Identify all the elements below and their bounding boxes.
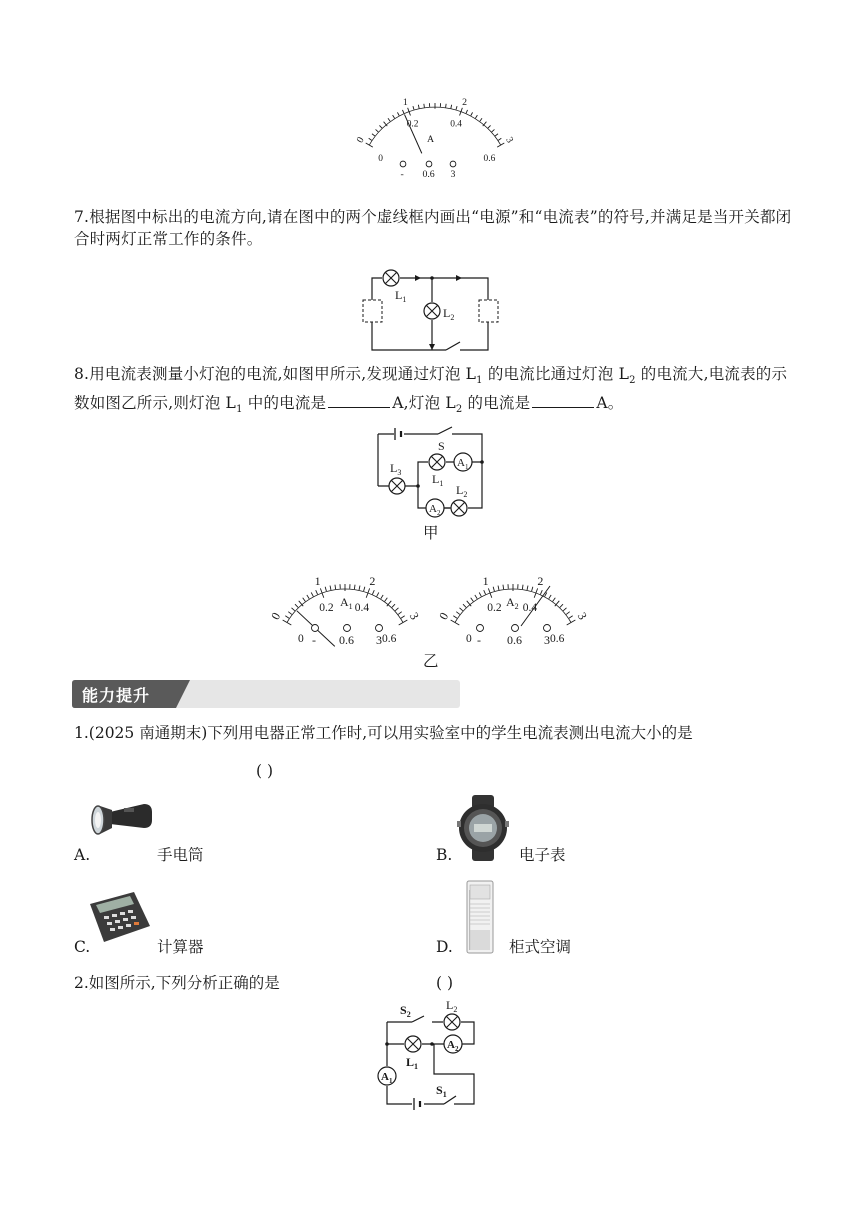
meter-bottom-label: 0.4 (354, 602, 370, 615)
svg-text:L2: $L_2$ (456, 483, 468, 499)
meter-tick (456, 612, 460, 615)
meter-tick (495, 134, 498, 136)
svg-text:A2: $A_2$ (429, 503, 441, 517)
lamp-l2-icon (424, 303, 440, 319)
meter-tick (475, 595, 477, 599)
meter-tick (354, 585, 355, 589)
meter-tick (303, 598, 306, 602)
meter-terminal (544, 625, 551, 632)
answer-blank-l1[interactable] (328, 393, 390, 408)
meter-tick (492, 129, 495, 131)
meter-tick (549, 595, 551, 599)
meter-tick (325, 587, 326, 591)
meter-terminal (477, 625, 484, 632)
meter-tick (335, 585, 336, 589)
meter-tick (532, 587, 533, 591)
meter-tick (479, 592, 481, 596)
meter-tick (398, 612, 402, 615)
meter-tick (522, 585, 523, 589)
svg-text:L1: $L_1$ (395, 288, 407, 304)
svg-text:S: S (438, 439, 445, 453)
meter-terminal-label: - (477, 633, 481, 647)
meter-tick (311, 592, 313, 596)
meter-terminal-label: - (312, 633, 316, 647)
option-d-label[interactable]: 柜式空调 (509, 938, 572, 956)
meter-name-label: $A_2$ (506, 595, 519, 611)
meter-a2 (428, 544, 598, 654)
option-b-letter[interactable]: B. (436, 846, 453, 864)
question-1-text: 1.(2025 南通期末)下列用电器正常工作时,可以用实验室中的学生电流表测出电流大小的是 (74, 724, 693, 742)
meter-tick (553, 598, 556, 602)
option-c-letter[interactable]: C. (74, 938, 91, 956)
svg-text:L1: $L_1$ (406, 1055, 419, 1071)
dashed-box-left (363, 300, 382, 322)
meter-tick (540, 590, 542, 594)
meter-tick (288, 612, 292, 615)
meter-top-label: 1 (314, 573, 321, 588)
meter-tick (451, 105, 452, 109)
svg-text:S1: $S_1$ (436, 1083, 447, 1099)
meter-tick (295, 604, 298, 607)
meter-top-label: 2 (462, 96, 468, 108)
question-7-circuit (360, 262, 500, 357)
meter-bottom-label: 0.6 (382, 633, 397, 645)
meter-tick (424, 104, 425, 108)
meter-tick (453, 616, 457, 619)
meter-top-label: 3 (503, 135, 515, 145)
meter-top-label: 1 (402, 96, 408, 108)
meter-terminal (450, 161, 456, 167)
meter-tick (397, 112, 399, 115)
meter-bottom-label: 0 (297, 633, 304, 645)
watch-icon (455, 795, 511, 861)
meter-tick (369, 138, 372, 140)
meter-tick (372, 134, 375, 136)
meter-top-label: 3 (574, 609, 590, 623)
section-title: 能力提升 (82, 686, 151, 705)
meter-tick (488, 125, 491, 128)
meter-tick (493, 587, 494, 591)
meter-terminal-label: 0.6 (422, 169, 435, 181)
meter-tick (364, 587, 365, 591)
meter-terminal-label: 0.6 (507, 633, 522, 647)
meter-tick (497, 143, 504, 147)
meter-tick (372, 590, 374, 594)
meter-arc (369, 107, 500, 145)
meter-bottom-label: 0.6 (550, 633, 565, 645)
meter-terminal (312, 625, 319, 632)
meter-terminal (426, 161, 432, 167)
meter-terminal (512, 625, 519, 632)
meter-tick (569, 616, 573, 619)
meter-tick (330, 586, 331, 590)
flashlight-icon (88, 800, 154, 844)
meter-bottom-label: 0 (378, 154, 383, 165)
meter-tick (388, 118, 390, 121)
meter-terminal (344, 625, 351, 632)
svg-text:A1: $A_1$ (457, 457, 469, 471)
meter-tick (560, 604, 563, 607)
meter-tick (563, 608, 566, 611)
question-1-answer-paren[interactable]: ( ) (256, 762, 274, 780)
question-7-text: 7.根据图中标出的电流方向,请在图中的两个虚线框内画出“电源”和“电流表”的符号,并满足是当开关都闭合时两灯正常工作的条件。 (74, 208, 792, 248)
answer-blank-l2[interactable] (532, 393, 594, 408)
meter-tick (291, 608, 294, 611)
meter-terminal (400, 161, 406, 167)
svg-text:L2: $L_2$ (443, 306, 455, 322)
meter-bottom-label: 0.4 (450, 119, 462, 130)
meter-terminal-label: - (400, 169, 404, 181)
meter-tick (418, 105, 419, 109)
meter-tick (395, 608, 398, 611)
meter-tick (446, 104, 447, 108)
dashed-box-right (479, 300, 498, 322)
meter-tick (392, 604, 395, 607)
meter-tick (471, 112, 473, 115)
meter-bottom-label: 0.4 (522, 602, 538, 615)
meter-tick (503, 585, 504, 589)
meter-bottom-label: 0.2 (406, 119, 419, 130)
meter-top-label: 0 (355, 135, 367, 145)
lamp-l1-icon (383, 270, 399, 286)
meter-tick (413, 106, 414, 110)
meter-top-label: 2 (537, 573, 544, 588)
svg-text:L3: $L_3$ (390, 461, 402, 477)
meter-terminal-label: 3 (376, 633, 382, 647)
meter-tick (463, 604, 466, 607)
meter-tick (377, 592, 379, 596)
meter-tick (379, 125, 382, 128)
svg-text:A1: $A_1$ (381, 1071, 393, 1085)
meter-tick (527, 586, 528, 590)
meter-tick (402, 110, 404, 113)
meter-tick (381, 595, 383, 599)
meter-top-label: 2 (369, 573, 376, 588)
meter-tick (401, 616, 405, 619)
svg-text:A2: $A_2$ (447, 1039, 459, 1053)
meter-tick (459, 608, 462, 611)
question-8-text: 8.用电流表测量小灯泡的电流,如图甲所示,发现通过灯泡 $L_1$ 的电流比通过灯泡 $L_2$ 的电流大,电流表的示数如图乙所示,则灯泡 $L_1$ 中的电流是 A,灯泡 $L_2$ 的电流是 A。 (74, 365, 788, 416)
meter-tick (471, 598, 474, 602)
meter-tick (480, 118, 482, 121)
meter-top-label: 3 (406, 609, 422, 623)
figure-label-yi: 乙 (423, 652, 439, 670)
meter-top-label: 0 (268, 609, 284, 623)
option-a-letter[interactable]: A. (74, 846, 91, 864)
meter-name-label: $A_1$ (340, 595, 353, 611)
meter-tick (385, 598, 388, 602)
meter-tick (466, 110, 468, 113)
meter-name-label: A (427, 134, 435, 145)
question-2-text: 2.如图所示,下列分析正确的是 (74, 974, 280, 992)
option-a-label[interactable]: 手电筒 (157, 846, 204, 864)
meter-tick (475, 115, 477, 118)
meter-tick (566, 612, 570, 615)
meter-terminal-label: 3 (544, 633, 550, 647)
calculator-icon (84, 890, 154, 946)
meter-tick (484, 590, 486, 594)
meter-tick (285, 616, 289, 619)
meter-tick (376, 129, 379, 131)
meter-bottom-label: 0.6 (483, 154, 496, 165)
option-b-label[interactable]: 电子表 (519, 846, 566, 864)
meter-top-label: 1 (482, 573, 489, 588)
meter-tick (307, 595, 309, 599)
meter-top-label: 0 (436, 609, 452, 623)
question-8-circuit-jia (370, 424, 500, 524)
meter-terminal (376, 625, 383, 632)
question-2-circuit (372, 996, 482, 1112)
option-d-letter[interactable]: D. (436, 938, 453, 956)
meter-tick (498, 586, 499, 590)
svg-text:L1: $L_1$ (432, 472, 444, 488)
meter-tick (498, 138, 501, 140)
meter-a1 (260, 544, 430, 654)
meter-terminal-label: 0.6 (339, 633, 354, 647)
meter-tick (366, 143, 373, 147)
top-meter-figure (355, 88, 515, 188)
figure-label-jia: 甲 (423, 524, 439, 542)
air-conditioner-icon (465, 880, 495, 955)
meter-bottom-label: 0 (465, 633, 472, 645)
meter-tick (393, 115, 395, 118)
meter-tick (456, 106, 457, 110)
svg-text:L2: $L_2$ (446, 998, 458, 1014)
option-c-label[interactable]: 计算器 (157, 938, 204, 956)
question-2-answer-paren[interactable]: ( ) (436, 974, 454, 992)
meter-bottom-label: 0.2 (487, 602, 502, 615)
meter-tick (359, 586, 360, 590)
meter-bottom-label: 0.2 (319, 602, 334, 615)
svg-text:S2: $S_2$ (400, 1003, 411, 1019)
meter-tick (316, 590, 318, 594)
meter-terminal-label: 3 (450, 169, 456, 181)
